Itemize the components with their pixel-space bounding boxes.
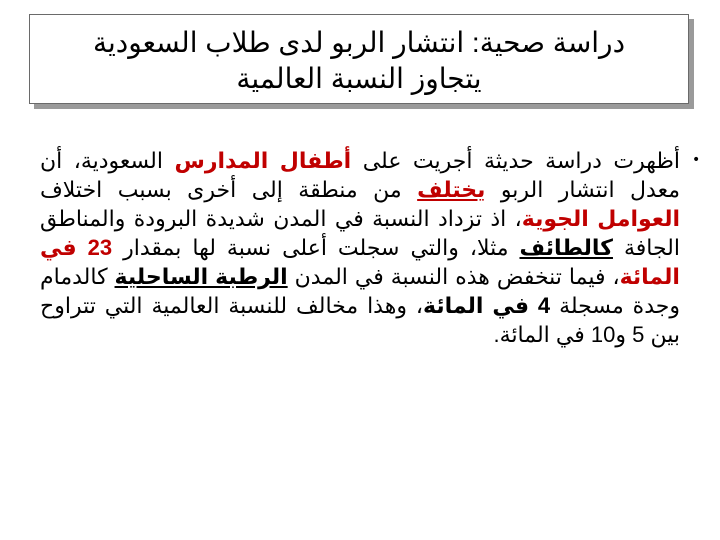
title-box xyxy=(29,14,689,104)
text-segment: السعودية، أن معدل انتشار الربو xyxy=(40,148,680,202)
title-line-1: دراسة صحية: انتشار الربو لدى طلاب السعودية xyxy=(92,27,626,58)
highlight-schoolchildren: أطفال المدارس xyxy=(174,148,352,173)
highlight-23-percent: 23 في المائة xyxy=(40,235,680,289)
body-paragraph xyxy=(40,146,680,349)
text-segment: أظهرت دراسة حديثة أجريت على xyxy=(351,148,680,173)
bullet-icon: • xyxy=(692,152,701,168)
text-segment: كالدمام وجدة مسجلة xyxy=(40,264,680,318)
highlight-taif: كالطائف xyxy=(519,235,613,260)
title-line-2: يتجاوز النسبة العالمية xyxy=(236,63,482,94)
text-segment: ، فيما تنخفض هذه النسبة في المدن xyxy=(287,264,620,289)
highlight-varies: يختلف xyxy=(417,177,486,202)
text-segment: ، اذ تزداد النسبة في المدن شديدة البرودة والمناطق الجافة xyxy=(40,206,680,260)
text-segment: ، وهذا مخالف للنسبة العالمية التي تتراوح بين 5 و10 في المائة. xyxy=(40,293,680,347)
highlight-4-percent: 4 في المائة xyxy=(422,293,551,318)
text-segment: مثلا، والتي سجلت أعلى نسبة لها بمقدار xyxy=(112,235,520,260)
highlight-weather-factors: العوامل الجوية xyxy=(521,206,680,231)
highlight-humid-coastal: الرطبة الساحلية xyxy=(114,264,288,289)
text-segment: من منطقة إلى أخرى بسبب اختلاف xyxy=(40,177,418,202)
